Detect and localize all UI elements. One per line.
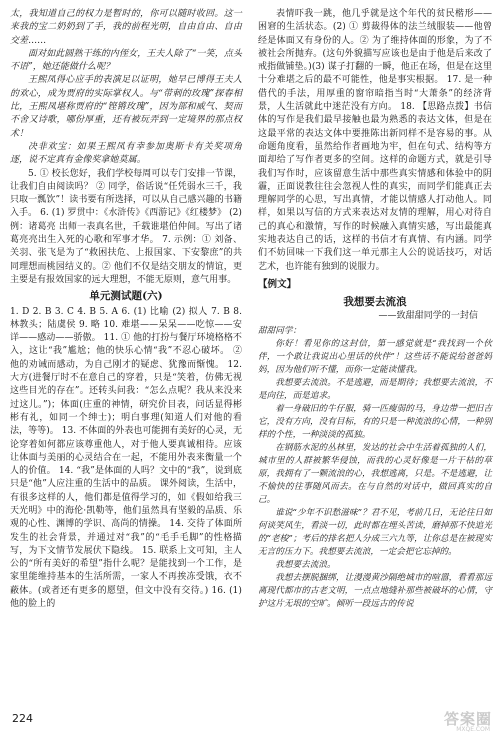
paragraph: 我想要去流浪。不是逃避，而是期待；我想要去流浪，不是向往，而是追求。	[258, 377, 492, 401]
watermark-url: MXQE.COM	[456, 726, 490, 733]
essay-subtitle: ——致甜甜同学的一封信	[378, 310, 478, 321]
paragraph: 5. ① 校长您好，我们学校每周可以专门安排一节课，让我们自由阅读吗？ ② 同学，俗话说“任凭弱水三千，我只取一瓢饮”！读书要有所选择，可以从自己感兴趣的书籍入手。 6. (1) 罗贯中：《水浒传》《西游记》《红楼梦》 (2) 例：诸葛亮 出师一表真名世，千载谁堪伯仲间。写出了诸葛亮亮出生入死的心歌和军事才华。 7. 示例：① 刘备、关羽、张飞是为了“救困扶危、上报国家、下安黎庶”的共同理想而桃园结义的。② 他们不仅是结交朋友的情谊，更主要是有报效国家的远大理想，不能无原则，意气用事。	[10, 168, 242, 285]
right-column	[258, 8, 492, 611]
watermark-logo: 答案圈	[443, 710, 492, 728]
paragraph: 甜甜同学：	[258, 325, 302, 336]
left-paragraphs	[10, 8, 242, 287]
answer-key: 1. D 2. B 3. C 4. B 5. A 6. (1) 比喻 (2) 拟人 7. B 8. 林教头；陆虞侯 9. 略 10. 难堪——呆呆——吃惊——安详——感动——骄傲。 11. ① 他的打扮与餐厅环境格格不入，这让“我”尴尬；他的快乐心情“我”不忍心破坏。 ② 他的劝诫而感动，为自己刚才的疑虑、犹豫而惭愧。 12. 大方(进餐厅时不在意自己的穿着，只是“笑着，仿佛无视这些目光的存在”。还转头问我：“怎么点呢？我从来没来过这儿。”)；体面(庄重的神情，研究价目表，问话显得彬彬有礼，如同一个绅士)；明白事理(知道人们对他的看法，等等)。 13. 不体面的外表也可能拥有美好的心灵，无论穿着如何都应该尊重他人，对于他人要真诚相待。应该让体面与美丽的心灵结合在一起，不能用外表来衡量一个人的价值。 14. “我”是体面的人吗？文中的“我”，说到底只是“他”人应注重的生活中的品质。 课外阅读，生活中，有很多这样的人，他们都是值得学习的，如《假如给我三天光明》中的海伦·凯勒等，他们虽然具有坚毅的品质、乐观的心性、渊博的学识、高尚的情操。 14. 交待了体面所发生的社会背景，并通过对“我”的“毛手毛脚”的性格描写，为下文情节发展伏下隐线。 15. 联系上文可知，主人公的“所有美好的希望”指什么呢？是能找到一个工作，是家里能维持基本的生活所需，一家人不再挨冻受饿，衣不蔽体。(或者还有更多的愿望，但文中没有交待。) 16. (1) 他的脸上的	[10, 306, 242, 610]
paragraph: 我想要去流浪。	[275, 559, 336, 570]
example-essay	[258, 325, 492, 611]
paragraph: 面对如此圆熟干练的内侄女，王夫人除了“一笑，点头不语”，她还能做什么呢？	[10, 48, 242, 73]
essay-title: 我想要去流浪	[343, 296, 407, 309]
paragraph: 着一身破旧的牛仔服，骑一匹瘦弱的马，身边带一把旧吉它，没有方向，没有目标，有的只是一种流浪的心情，一种别样的个性，一种淡淡的孤独。	[258, 403, 492, 440]
paragraph: 谁说“少年不识愁滋味”？君不见，考前几日，无论往日如何谈笑风生，看淡一切，此时都在埋头苦读，磨掉那不快追光的“老梭”；考后的排名把人分成三六九等，让你总是在被现实无言的压力下。我想要去流浪，一定会把它忘掉的。	[258, 507, 492, 557]
paragraph: 决非欢宝：如果王熙凤有幸参加奥斯卡有关奖项角逐，说不定真有金像奖拿她莫属。	[10, 141, 242, 166]
paragraph: 在钢筋水泥的丛林里，发达的社会中生活着孤独的人们，城市里的人群被繁华侵蚀，而我的心灵好像是一片干枯的草原，我拥有了一颗流浪的心，我想逃离，只是。不是逃避，让不愉快的往事随风而去。在与自然的对话中，做回真实的自己。	[258, 442, 492, 505]
paragraph: 你好！看见你的这封信，第一感觉就是“我找到一个伙伴，一个敢让我说出心里话的伙伴”！这些话不能说给爸爸妈妈，因为他们听不懂，而你一定能读懂我。	[258, 338, 492, 375]
page-number: 224	[12, 712, 33, 725]
right-paragraphs	[258, 8, 492, 274]
paragraph: 王熙凤得心应手的表演足以证明，她早已博得王夫人的欢心，成为贾府的实际掌权人。与“带刺的玫瑰”探春相比，王熙凤堪称贾府的“铿锵玫瑰”，因为部和威气、契而不舍又诗歌，哪份厚重，还有被玩弄到一定境界的那点权术！	[10, 75, 242, 139]
example-tag: 【例文】	[258, 278, 297, 290]
paragraph: 太，我知道自己的权力是暂时的，你可以随时收回。这一来我的宝二奶奶到了手，我的前程光明，自由自由、自由交差……	[10, 9, 242, 46]
paragraph: 表情吓我一跳，他几乎就是这个年代的贫民楷形——困窘的生活状态。(2) ① 剪裁得体的法兰绒服装——他曾经是体面又有身份的人。② 为了维持体面的形象，为了不被社会所抛弃。(这句外貌描写应该也是由于他是后来改了戒指做铺垫。)(3) 谋子打翻的一瞬，他正在场，但是在这里十分难堪之后的最不可能性，他是事实根据。 17. 是一种借代的手法，用厚重的窗帘暗指当时“大萧条”的经济背景，人生活就此中迷茫没有方向。 18. 【思路点拨】书信体的写作是我们最早接触也最为熟悉的表达文体，但是在这最平常的表达文体中要推陈出新同样不是容易的事。从命题角度看，虽然给作者画地为牢，但在句式、结构等方面却给了写作者更多的空间。这样的命题方式，就是引导我们写作时，应该留意生活中那些真实情感和体验中的阴霾，正面说教往往会忽视人性的真实，而同学们能真正去理解同学的心思，写出真情，才能以情感人打动他人。同样，如果以写信的方式来表达对友情的理解，用心对待自己的真心和激情，写作的时候融入真情实感，写出最能真实地表达自己的话，这样的书信才有真情、有内涵。同学们不妨回味一下我们这一单元那主人公的说话技巧，对话艺术，也许能有独到的说服力。	[258, 9, 492, 272]
paragraph: 我想去摆脱捆绑，让漫漫黄沙隔绝城市的喧嚣，看看那远离现代都市的古老文明，一点点地缝补那些被破坏的心情，守护这片无垠的空旷。倾听一段远古的传说	[258, 572, 492, 609]
left-column	[10, 8, 242, 611]
section-title: 单元测试题(六)	[89, 290, 163, 303]
